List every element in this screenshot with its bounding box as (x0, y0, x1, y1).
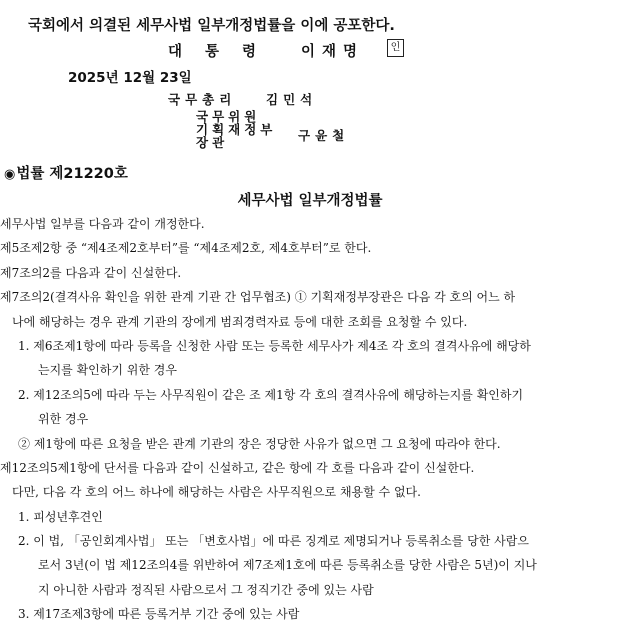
president-title: 대통령 (168, 44, 280, 60)
body-line: 위한 경우 (38, 412, 89, 427)
body-line: ② 제1항에 따른 요청을 받은 관계 기관의 장은 정당한 사유가 없으면 그 요청에 따라야 한다. (18, 436, 501, 451)
body-line: 나에 해당하는 경우 관계 기관의 장에게 범죄경력자료 등에 대한 조회를 요청할 수 있다. (12, 314, 468, 329)
body-line: 다만, 다음 각 호의 어느 하나에 해당하는 사람은 사무직원으로 채용할 수 없다. (12, 485, 421, 500)
body-line: 1. 피성년후견인 (18, 509, 103, 524)
law-title: 세무사법 일부개정법률 (237, 193, 383, 209)
prime-minister-title: 국무총리 (168, 92, 237, 107)
minister-title-line: 국무위원 (196, 109, 261, 124)
body-line: 1. 제6조제1항에 따라 등록을 신청한 사람 또는 등록한 세무사가 제4조 각 호의 결격사유에 해당하 (18, 338, 531, 353)
body-line: 제5조제2항 중 “제4조제2호부터”를 “제4조제2호, 제4호부터”로 한다. (0, 241, 372, 256)
body-line: 3. 제17조제3항에 따른 등록거부 기간 중에 있는 사람 (18, 607, 300, 622)
body-line: 지 아니한 사람과 정직된 사람으로서 그 정직기간 중에 있는 사람 (38, 582, 374, 597)
body-line: 제7조의2를 다음과 같이 신설한다. (0, 265, 182, 280)
prime-minister-name: 김민석 (266, 92, 318, 107)
minister-title-line: 기획재정부 (196, 122, 277, 137)
law-number-text: 법률 제21220호 (16, 166, 128, 182)
promulgation-text: 국회에서 의결된 세무사법 일부개정법률을 이에 공포한다. (28, 18, 395, 34)
body-line: 는지를 확인하기 위한 경우 (38, 363, 177, 378)
minister-title-line: 장관 (196, 135, 229, 150)
body-line: 2. 이 법, 「공인회계사법」 또는 「변호사법」에 따른 징계로 제명되거나 등록취소를 당한 사람으 (18, 534, 529, 549)
seal-mark: 인 (387, 39, 404, 57)
bullet-icon: ◉ (4, 167, 16, 182)
body-line: 제7조의2(결격사유 확인을 위한 관계 기관 간 업무협조) ① 기획재정부장관은 다음 각 호의 어느 하 (0, 290, 516, 305)
law-number (4, 162, 128, 183)
minister-title (196, 110, 286, 149)
body-line: 2. 제12조의5에 따라 두는 사무직원이 같은 조 제1항 각 호의 결격사유에 해당하는지를 확인하기 (18, 387, 524, 402)
body-line: 로서 3년(이 법 제12조의4를 위반하여 제7조제1호에 따른 등록취소를 당한 사람은 5년)이 지나 (38, 558, 537, 573)
body-line: 제12조의5제1항에 단서를 다음과 같이 신설하고, 같은 항에 각 호를 다음과 같이 신설한다. (0, 460, 475, 475)
minister-name: 구윤철 (298, 128, 350, 143)
president-name: 이재명 (301, 44, 365, 60)
body-line: 세무사법 일부를 다음과 같이 개정한다. (0, 217, 205, 231)
law-body (0, 212, 612, 627)
promulgation-date: 2025년 12월 23일 (68, 70, 192, 86)
